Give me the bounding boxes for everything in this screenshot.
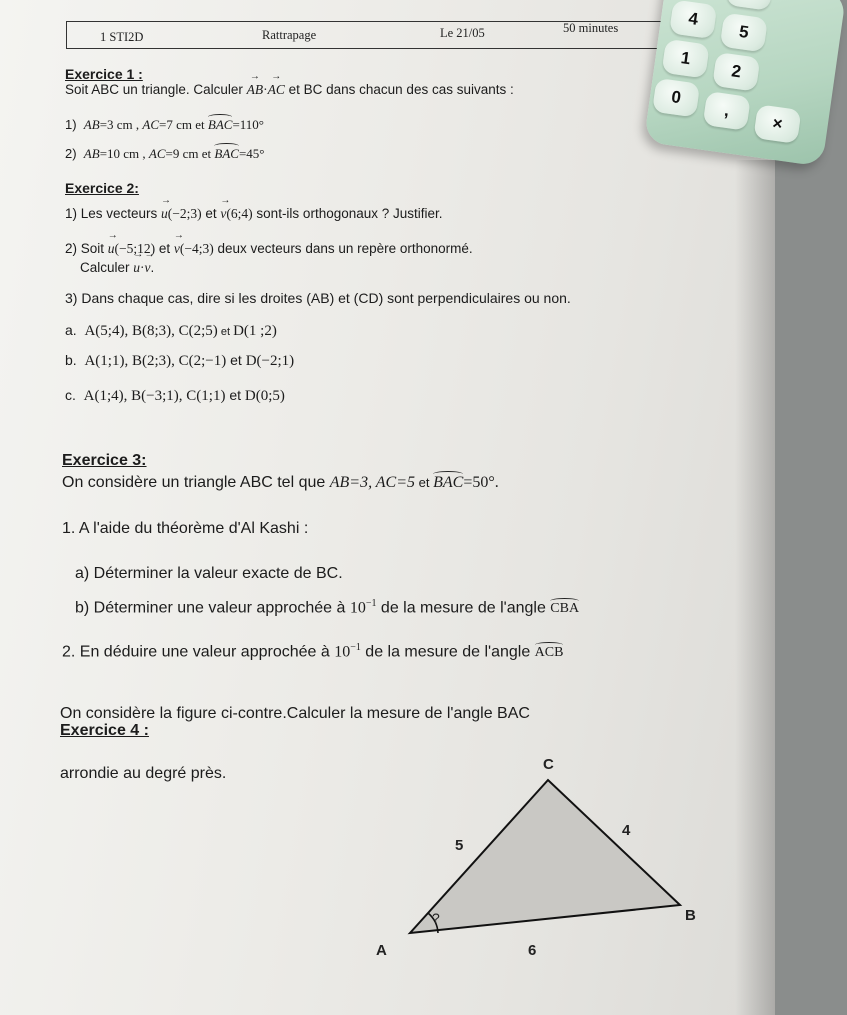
calc-key-2: 2	[712, 52, 760, 92]
ex1-vector-ab: → AB	[247, 82, 264, 98]
ex1-q1-angle: BAC	[207, 117, 233, 132]
ex1-q1-ab: AB	[83, 117, 100, 132]
ex2-case-c-label: c.	[65, 387, 76, 403]
ex2-case-c-et: et	[225, 387, 245, 403]
vertex-a-label: A	[376, 942, 387, 959]
ex1-intro-end: et BC dans chacun des cas suivants :	[284, 82, 514, 97]
ex1-intro-text: Soit ABC un triangle. Calculer	[65, 82, 247, 97]
header-type: Rattrapage	[262, 28, 317, 42]
ex3-pb-base: 10	[349, 599, 366, 617]
ex2-q2-u-coords: (−5;12)	[114, 241, 156, 256]
ex3-intro	[62, 474, 499, 492]
ex3-title: Exercice 3:	[62, 452, 147, 469]
ex3-intro-et: et	[415, 475, 434, 490]
ex3-p2-text: 2. En déduire une valeur approchée à	[62, 643, 335, 661]
ex1-q1-num: 1)	[65, 117, 77, 132]
ex1-q2-angle-val: =45°	[238, 146, 265, 161]
ex2-q1-vector-u: → u	[161, 206, 168, 222]
ex1-q2-ac: AC	[148, 146, 166, 161]
ex4-line1: On considère la figure ci-contre.Calculer la mesure de l'angle BAC	[60, 705, 530, 722]
ex1-intro	[65, 82, 514, 98]
ex1-title: Exercice 1 :	[65, 66, 143, 82]
ex1-q1-ac-val: =7 cm et	[159, 117, 208, 132]
ex1-q2	[65, 146, 264, 162]
ex2-q2-calc-v: → v	[145, 260, 151, 276]
ex2-q2-v-coords: (−4;3)	[179, 241, 214, 256]
ex2-q1-et: et	[201, 206, 221, 221]
ex3-pb-text: b) Déterminer une valeur approchée à	[75, 599, 350, 617]
ex2-case-a-label: a.	[65, 322, 77, 338]
ex1-q2-ab: AB	[83, 146, 100, 161]
ex2-q2-calc-u: → u	[133, 260, 140, 276]
ex2-case-c	[65, 387, 285, 405]
ex1-q2-num: 2)	[65, 146, 77, 161]
ex2-q1-v-coords: (6;4)	[226, 206, 253, 221]
ex1-q1-angle-val: =110°	[232, 117, 265, 132]
ex1-q2-ac-val: =9 cm et	[165, 146, 215, 161]
ex2-case-a	[65, 322, 277, 340]
ex2-case-a-points: A(5;4), B(8;3), C(2;5)	[84, 323, 218, 339]
ex2-case-c-d: D(0;5)	[244, 388, 285, 404]
ex2-q2-calc	[80, 260, 154, 276]
header-class: 1 STI2D	[100, 30, 144, 44]
ex2-q1-text: 1) Les vecteurs	[65, 206, 162, 221]
ex1-q1	[65, 117, 264, 133]
ex3-intro-angle-val: =50°.	[463, 474, 499, 491]
ex2-case-a-et: et	[217, 326, 234, 338]
header-duration: 50 minutes	[563, 21, 619, 35]
ex1-q2-ab-val: =10 cm ,	[99, 146, 149, 161]
ex2-q2-calc-text: Calculer	[80, 260, 134, 275]
ex4-line2: arrondie au degré près.	[60, 765, 227, 782]
ex3-pb-angle: CBA	[550, 601, 580, 617]
unknown-angle-label: ?	[432, 910, 440, 926]
ex2-q1-vector-v: → v	[220, 206, 226, 222]
ex2-q2	[65, 241, 473, 257]
ex2-case-c-points: A(1;4), B(−3;1), C(1;1)	[83, 388, 226, 404]
ex1-vector-ac: → AC	[268, 82, 285, 98]
ex1-q1-ab-val: =3 cm ,	[99, 117, 143, 132]
triangle-shape	[410, 780, 680, 933]
vertex-c-label: C	[543, 756, 554, 773]
side-ab-label: 6	[528, 942, 537, 959]
ex2-q1	[65, 206, 443, 222]
ex3-pb-end: de la mesure de l'angle	[376, 599, 551, 617]
calculator	[644, 0, 847, 167]
ex2-title: Exercice 2:	[65, 180, 139, 196]
calc-key-5: 5	[720, 13, 768, 53]
calc-key-0: 0	[652, 78, 700, 118]
ex2-case-b	[65, 352, 294, 370]
ex2-q2-text: 2) Soit	[65, 241, 108, 256]
ex3-pb	[75, 598, 579, 617]
ex1-dot: ·	[263, 82, 268, 97]
ex3-pa: a) Déterminer la valeur exacte de BC.	[75, 565, 343, 582]
ex2-case-b-d: D(−2;1)	[245, 353, 295, 369]
ex2-q2-calc-dot: ·	[140, 260, 145, 275]
vertex-b-label: B	[685, 907, 696, 924]
ex2-case-b-label: b.	[65, 352, 77, 368]
ex2-case-b-points: A(1;1), B(2;3), C(2;−1)	[84, 353, 227, 369]
ex2-q1-u-coords: (−2;3)	[167, 206, 202, 221]
header-date: Le 21/05	[440, 26, 485, 40]
ex2-q2-vector-v: → v	[174, 241, 180, 257]
ex3-intro-angle: BAC	[433, 474, 464, 491]
ex2-q1-end: sont-ils orthogonaux ? Justifier.	[252, 206, 443, 221]
ex3-p2-end: de la mesure de l'angle	[360, 643, 535, 661]
calc-key-times: ×	[753, 104, 801, 144]
ex2-q2-et: et	[155, 241, 174, 256]
ex3-intro-sides: AB=3, AC=5	[329, 474, 416, 491]
ex2-q2-calc-end: .	[150, 260, 155, 275]
ex1-q1-ac: AC	[142, 117, 160, 132]
calc-key-4: 4	[669, 0, 717, 39]
ex2-case-b-et: et	[226, 352, 246, 368]
calc-key-comma: ,	[703, 91, 751, 131]
ex3-pb-exponent: −1	[365, 598, 377, 609]
ex3-p2-base: 10	[334, 643, 351, 661]
ex3-p2-angle: ACB	[534, 645, 564, 661]
ex2-q3: 3) Dans chaque cas, dire si les droites (AB) et (CD) sont perpendiculaires ou non.	[65, 290, 571, 306]
ex2-q2-vector-u: → u	[108, 241, 115, 257]
ex3-p2	[62, 642, 563, 661]
ex3-p1: 1. A l'aide du théorème d'Al Kashi :	[62, 520, 309, 537]
ex3-intro-text: On considère un triangle ABC tel que	[62, 474, 330, 491]
calc-key-1: 1	[662, 39, 710, 79]
ex1-q2-angle: BAC	[214, 146, 239, 161]
ex2-q2-end: deux vecteurs dans un repère orthonormé.	[213, 241, 473, 256]
ex2-case-a-d: D(1 ;2)	[233, 323, 277, 339]
side-ac-label: 5	[455, 837, 464, 854]
page-shadow	[735, 160, 775, 1015]
calc-key-8	[726, 0, 774, 11]
ex4-title: Exercice 4 :	[60, 722, 149, 739]
side-cb-label: 4	[622, 822, 631, 839]
ex3-p2-exponent: −1	[350, 642, 361, 653]
triangle-figure	[360, 745, 720, 985]
